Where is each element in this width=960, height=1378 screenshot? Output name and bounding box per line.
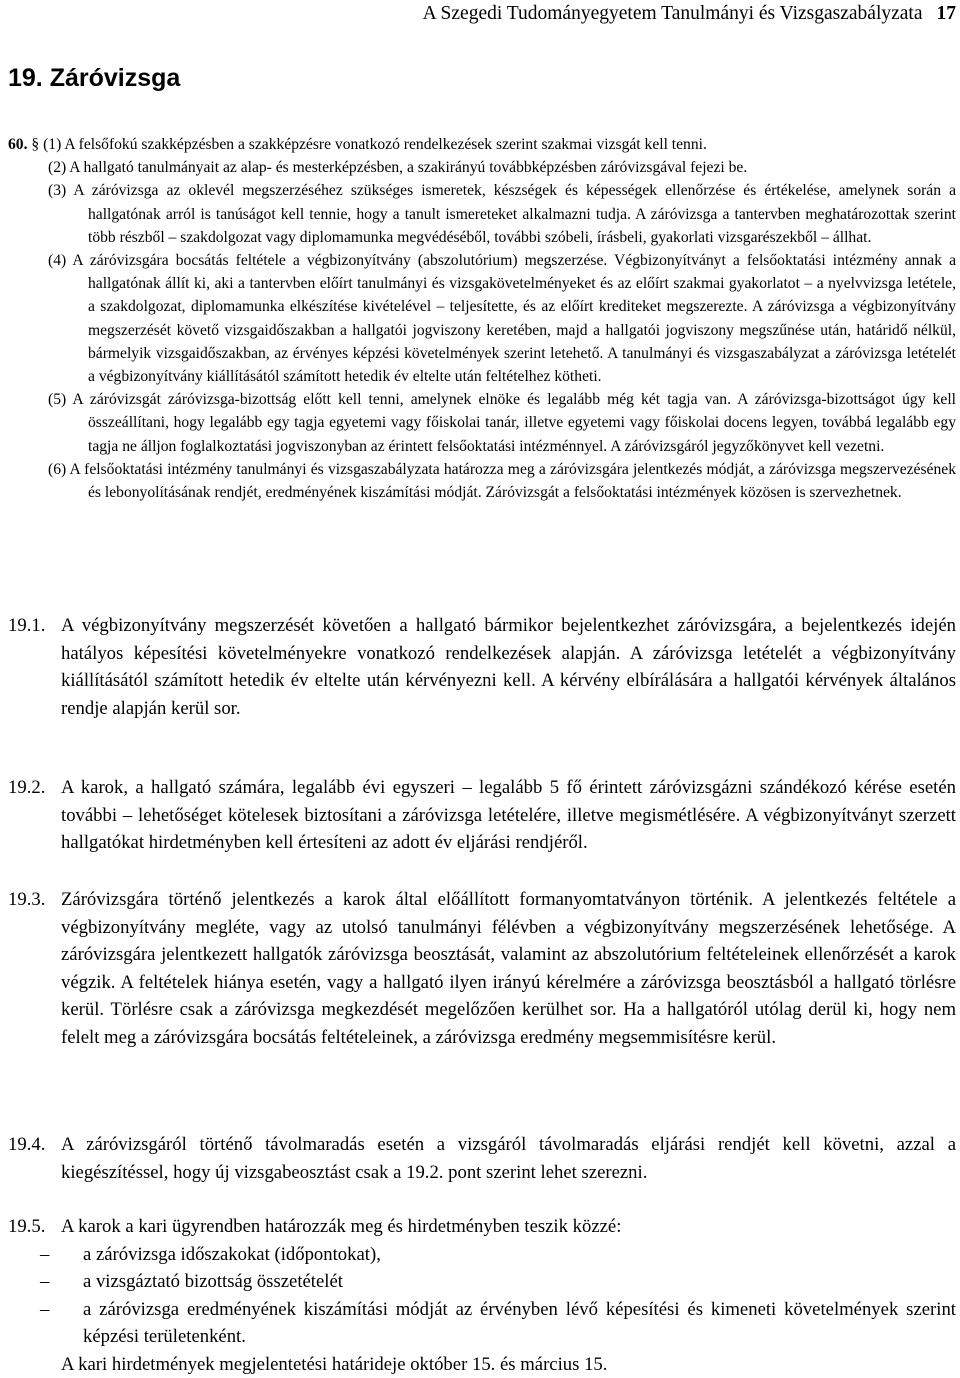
subsection-19-5	[8, 1213, 956, 1378]
section-60	[8, 133, 956, 504]
subsection-closing: A kari hirdetmények megjelentetési határideje október 15. és március 15.	[61, 1351, 956, 1378]
section-symbol: §	[31, 136, 39, 153]
subsection-text: A záróvizsgáról történő távolmaradás esetén a vizsgáról távolmaradás eljárási rendjét kell követni, azzal a kiegészítéssel, hogy új vizsgabeosztást csak a 19.2. pont szerint lehet szerezni.	[61, 1131, 956, 1186]
subsection-text: Záróvizsgára történő jelentkezés a karok által előállított formanyomtatványon történik. A jelentkezés feltétele a végbizonyítvány megléte, vagy az utolsó tanulmányi félévben a végbizonyítvány megszerzésének lehetősége. A záróvizsgára jelentkezett hallgatók záróvizsga beosztását, valamint az abszolutórium feltételeinek ellenőrzését a karok végzik. A feltételek hiánya esetén, vagy a hallgató ilyen irányú kérelmére a záróvizsga beosztásból a hallgató törlésre kerül. Törlésre csak a záróvizsga megkezdését megelőzően kerülhet sor. Ha a hallgatóról utólag derül ki, hogy nem felelt meg a záróvizsgára bocsátás feltételeinek, a záróvizsga eredmény megsemmisítésre kerül.	[61, 886, 956, 1051]
list-item: – a vizsgáztató bizottság összetételét	[61, 1268, 956, 1296]
subsection-number: 19.5.	[8, 1213, 45, 1241]
subsection-body	[61, 1213, 956, 1378]
subsection-number: 19.3.	[8, 886, 45, 914]
section-60-para-6: (6) A felsőoktatási intézmény tanulmányi és vizsgaszabályzata határozza meg a záróvizsgára jelentkezés módját, a záróvizsga megszervezésének és lebonyolításának rendjét, eredményének kiszámítási módját. Záróvizsgát a felsőoktatási intézmények közösen is szervezhetnek.	[8, 458, 956, 504]
subsection-19-1	[8, 612, 956, 722]
subsection-number: 19.2.	[8, 774, 45, 802]
subsection-19-2	[8, 774, 956, 857]
section-60-para-3: (3) A záróvizsga az oklevél megszerzéséhez szükséges ismeretek, készségek és képességek ellenőrzése és értékelése, amelynek során a hallgatónak arról is tanúságot kell tennie, hogy a tanult ismereteket alkalmazni tudja. A záróvizsga a tantervben meghatározottak szerint több részből – szakdolgozat vagy diplomamunka megvédéséből, további szóbeli, írásbeli, gyakorlati vizsgarészekből – állhat.	[8, 179, 956, 249]
subsection-number: 19.4.	[8, 1131, 45, 1159]
subsection-number: 19.1.	[8, 612, 45, 640]
list-item: – a záróvizsga időszakokat (időpontokat),	[61, 1241, 956, 1269]
section-60-para-2: (2) A hallgató tanulmányait az alap- és mesterképzésben, a szakirányú továbbképzésben záróvizsgával fejezi be.	[8, 156, 956, 179]
subsection-19-3	[8, 886, 956, 1051]
page-header	[0, 3, 956, 25]
section-60-para-4: (4) A záróvizsgára bocsátás feltétele a végbizonyítvány (abszolutórium) megszerzése. Végbizonyítványt a felsőoktatási intézmény annak a hallgatónak állít ki, aki a tantervben előírt tanulmányi és vizsgakövetelményeket és az előírt szakmai gyakorlatot – a nyelvvizsga letétele, a szakdolgozat, diplomamunka elkészítése kivételével – teljesítette, és az előírt krediteket megszerezte. A záróvizsga a végbizonyítvány megszerzését követő vizsgaidőszakban a hallgatói jogviszony keretében, majd a hallgatói jogviszony megszűnése után, határidő nélkül, bármelyik vizsgaidőszakban, az érvényes képzési követelmények szerint letehető. A tanulmányi és vizsgaszabályzat a záróvizsga letételét a végbizonyítvány kiállításától számított hetedik év eltelte után feltételhez kötheti.	[8, 249, 956, 388]
subsection-19-4	[8, 1131, 956, 1186]
dash-list	[61, 1241, 956, 1351]
subsection-text: A végbizonyítvány megszerzését követően a hallgató bármikor bejelentkezhet záróvizsgára, a bejelentkezés idején hatályos képesítési követelményekre vonatkozó rendelkezések alapján. A záróvizsga letételét a végbizonyítvány kiállításától számított hetedik év eltelte után kérvényezni kell. A kérvény elbírálására a hallgatói kérvények általános rendje alapján kerül sor.	[61, 612, 956, 722]
section-60-para-5: (5) A záróvizsgát záróvizsga-bizottság előtt kell tenni, amelynek elnöke és legalább még két tagja van. A záróvizsga-bizottságot úgy kell összeállítani, hogy legalább egy tagja egyetemi vagy főiskolai tanár, illetve egyetemi vagy főiskolai docens legyen, továbbá legalább egy tagja ne álljon foglalkoztatási jogviszonyban az érintett felsőoktatási intézménnyel. A záróvizsgáról jegyzőkönyvet kell vezetni.	[8, 388, 956, 458]
section-60-para-1: 60. § (1) A felsőfokú szakképzésben a szakképzésre vonatkozó rendelkezések szerint szakmai vizsgát kell tenni.	[8, 133, 956, 156]
page-number: 17	[937, 3, 957, 24]
subsection-text: A karok, a hallgató számára, legalább évi egyszeri – legalább 5 fő érintett záróvizsgázni szándékozó kérése esetén további – lehetőséget kötelesek biztosítani a záróvizsga letételére, illetve megismétlésére. A végbizonyítványt szerzett hallgatókat hirdetményben kell értesíteni az adott év eljárási rendjéről.	[61, 774, 956, 857]
header-title: A Szegedi Tudományegyetem Tanulmányi és Vizsgaszabályzata	[423, 3, 923, 24]
list-item: – a záróvizsga eredményének kiszámítási módját az érvényben lévő képesítési és kimeneti követelmények szerint képzési területenként.	[61, 1296, 956, 1351]
section-number: 60.	[8, 136, 28, 153]
chapter-title: 19. Záróvizsga	[8, 64, 180, 93]
subsection-intro: A karok a kari ügyrendben határozzák meg és hirdetményben teszik közzé:	[61, 1213, 956, 1241]
